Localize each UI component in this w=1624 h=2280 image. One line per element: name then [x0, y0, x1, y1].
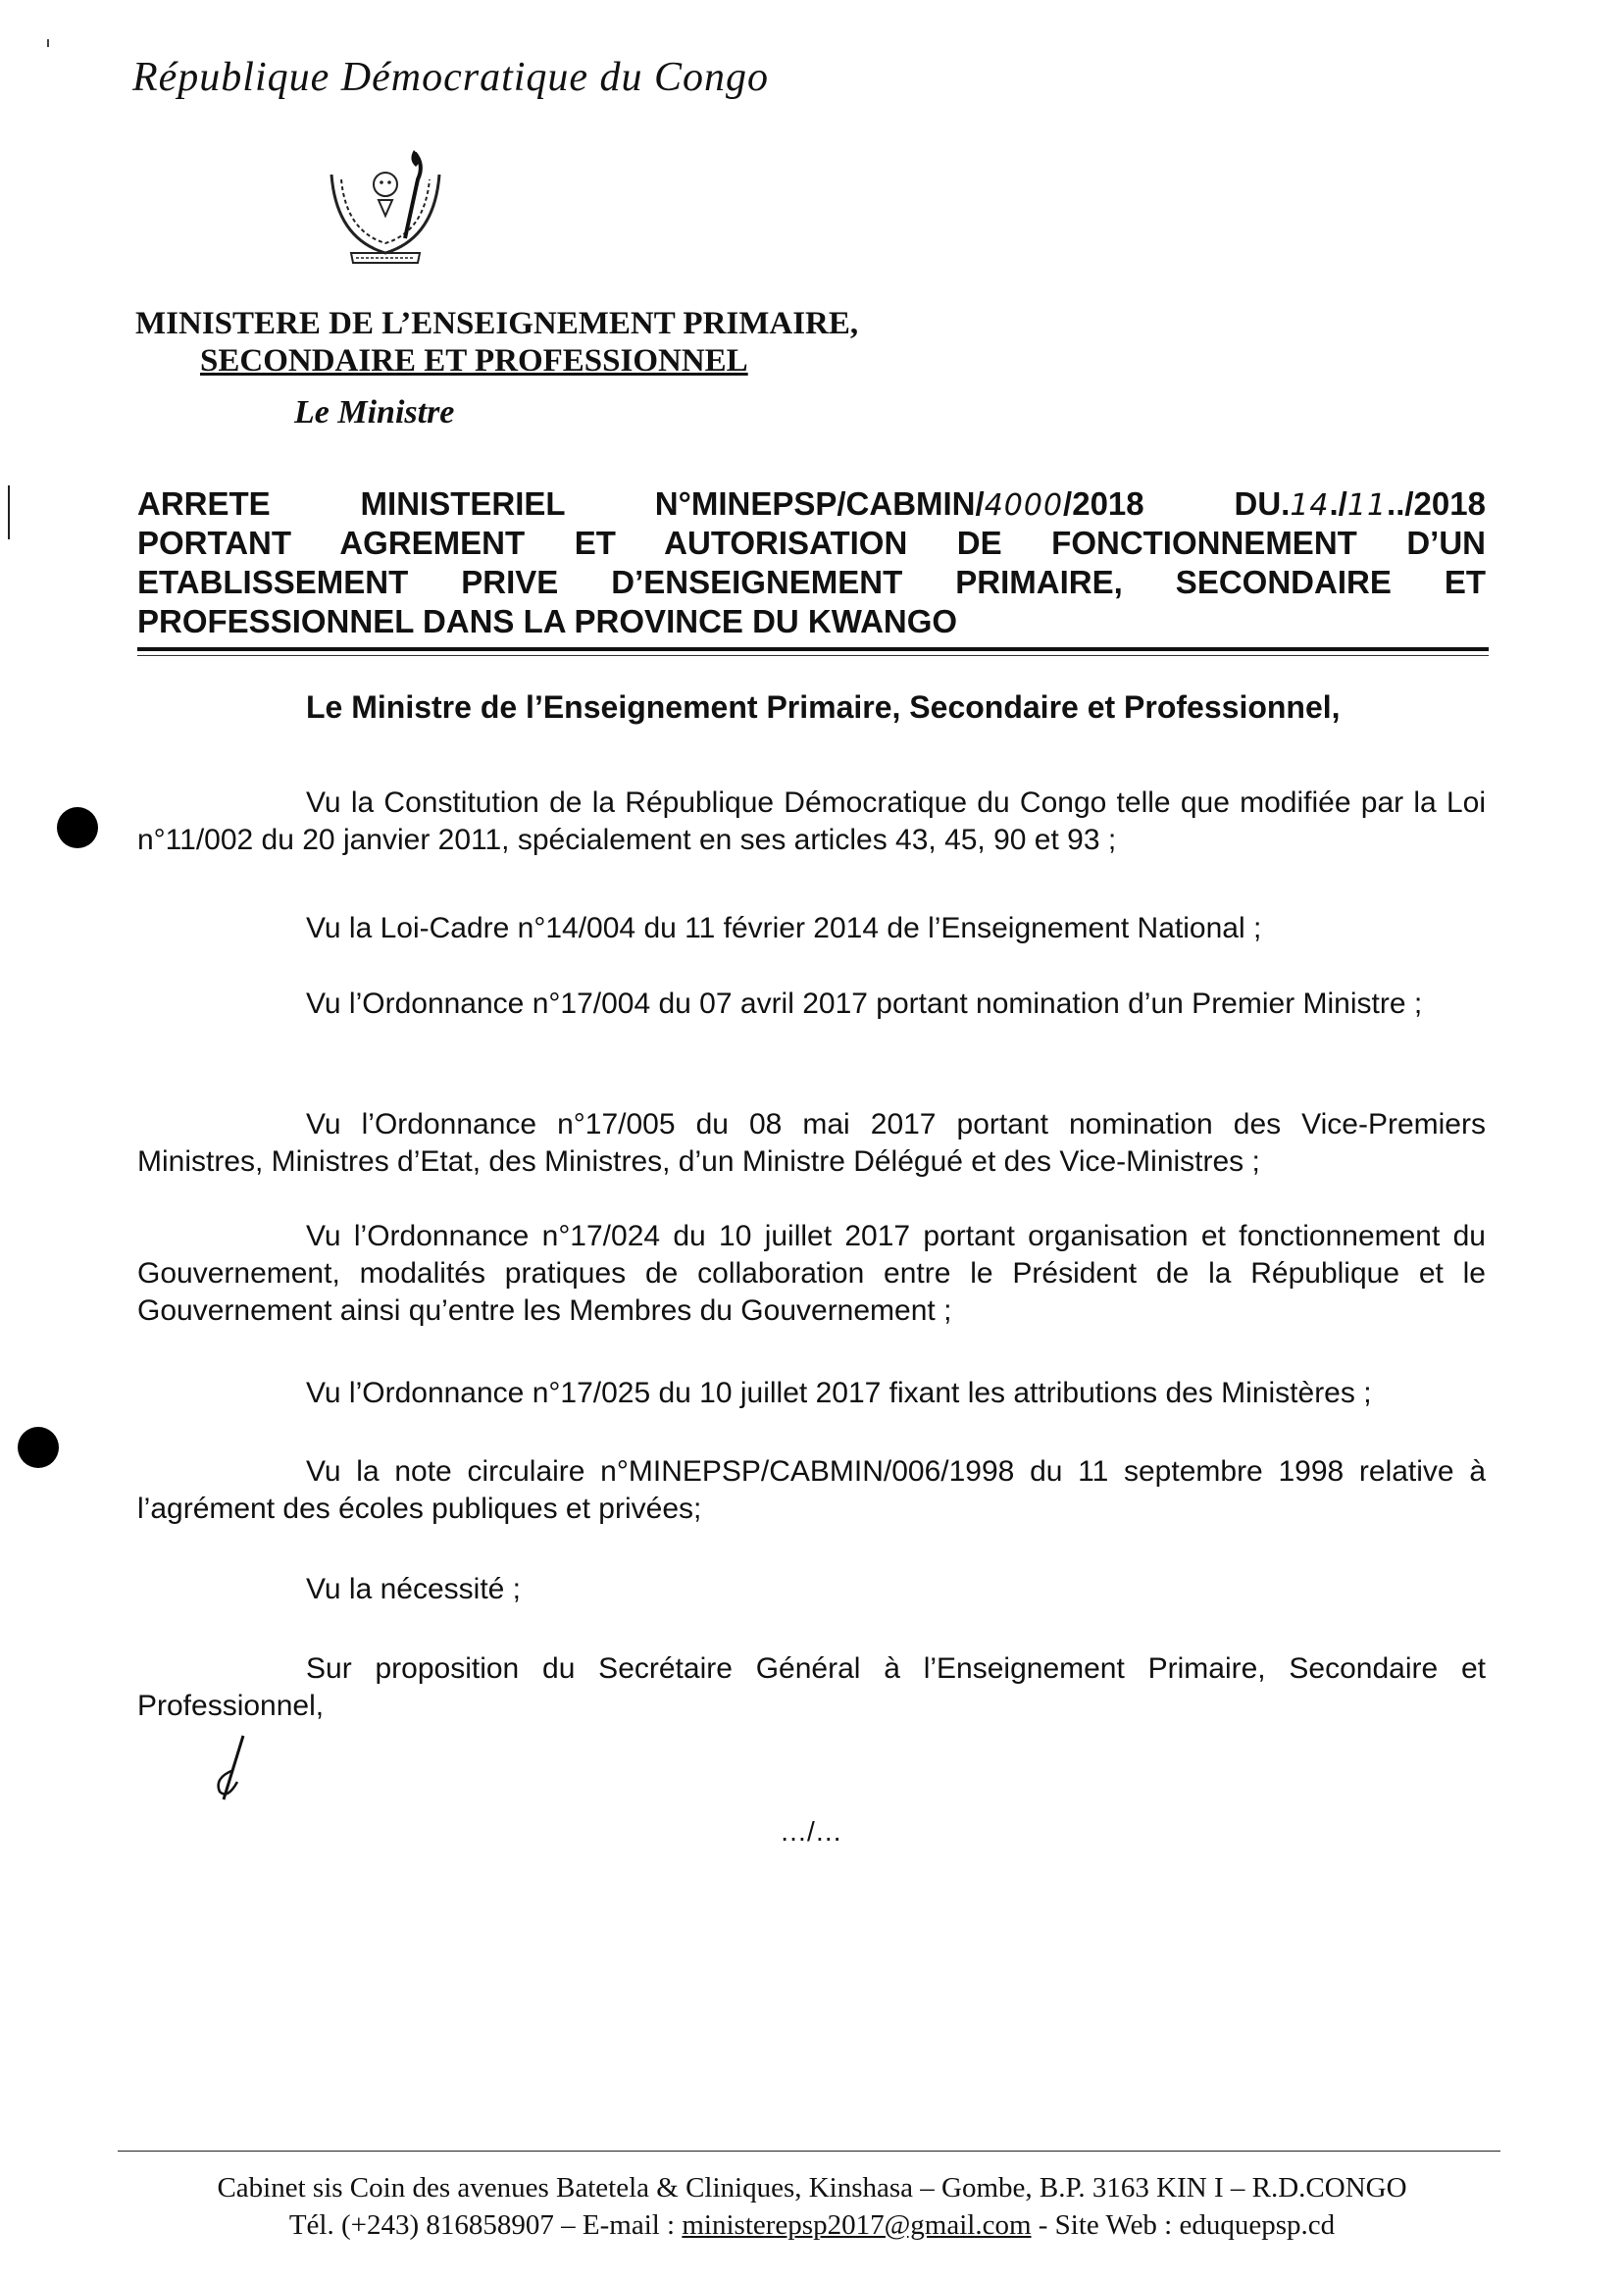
decree-day: 14 — [1290, 488, 1330, 523]
ministry-name-line2 — [200, 343, 748, 380]
coat-of-arms-emblem — [312, 145, 459, 273]
republic-header: République Démocratique du Congo — [132, 55, 770, 100]
footer-contact — [0, 2209, 1624, 2242]
decree-year-end: /2018 — [1404, 485, 1486, 522]
decree-title-line1: ARRETE MINISTERIEL N°MINEPSP/CABMIN/4000/2018 DU.14./11../2018 — [137, 485, 1486, 523]
footer-rule — [118, 2151, 1500, 2152]
decree-year-part: /2018 DU — [1063, 485, 1282, 522]
decree-title-line3: ETABLISSEMENT PRIVE D’ENSEIGNEMENT PRIMAIRE, SECONDAIRE ET — [137, 564, 1486, 600]
preamble: Le Ministre de l’Enseignement Primaire, Secondaire et Professionnel, — [306, 689, 1341, 725]
handwritten-initials — [206, 1731, 265, 1809]
margin-scan-line — [8, 485, 10, 539]
punch-hole-mark — [18, 1427, 59, 1468]
footer-telephone: Tél. (+243) 816858907 – E-mail : — [288, 2209, 683, 2241]
margin-mark — [47, 39, 49, 47]
decree-reference-prefix: ARRETE MINISTERIEL N°MINEPSP/CABMIN/ — [137, 485, 985, 522]
decree-month: 11 — [1346, 488, 1388, 523]
recital-paragraph: Vu la note circulaire n°MINEPSP/CABMIN/006/1998 du 11 septembre 1998 relative à l’agrément des écoles publiques et privées; — [137, 1455, 1486, 1525]
title-rule-thin — [137, 655, 1489, 656]
recital-paragraph: Sur proposition du Secrétaire Général à l’Enseignement Primaire, Secondaire et Professionnel, — [137, 1652, 1486, 1722]
decree-number: 4000 — [984, 488, 1064, 523]
footer-address: Cabinet sis Coin des avenues Batetela & Cliniques, Kinshasa – Gombe, B.P. 3163 KIN I – R.D.CONGO — [217, 2172, 1407, 2204]
recital-paragraph: Vu la Loi-Cadre n°14/004 du 11 février 2014 de l’Enseignement National ; — [306, 912, 1262, 944]
decree-title-line2: PORTANT AGREMENT ET AUTORISATION DE FONCTIONNEMENT D’UN — [137, 525, 1486, 561]
recital-paragraph: Vu la Constitution de la République Démocratique du Congo telle que modifiée par la Loi n°11/002 du 20 janvier 2011, spécialement en ses articles 43, 45, 90 et 93 ; — [137, 786, 1486, 856]
footer-website: - Site Web : eduquepsp.cd — [1031, 2209, 1336, 2241]
recital-paragraph: Vu la nécessité ; — [306, 1573, 522, 1605]
title-rule-thick — [137, 647, 1489, 651]
recital-paragraph: Vu l’Ordonnance n°17/004 du 07 avril 2017 portant nomination d’un Premier Ministre ; — [306, 988, 1423, 1020]
ministry-name-line2-text: SECONDAIRE ET PROFESSIONNEL — [200, 343, 748, 379]
recital-paragraph: Vu l’Ordonnance n°17/005 du 08 mai 2017 portant nomination des Vice-Premiers Ministres, Ministres d’Etat, des Ministres, d’un Ministre Délégué et des Vice-Ministres ; — [137, 1108, 1486, 1178]
ministry-name-line1: MINISTERE DE L’ENSEIGNEMENT PRIMAIRE, — [135, 306, 859, 341]
continuation-mark: …/… — [780, 1816, 842, 1847]
footer-email-link[interactable]: ministerepsp2017@gmail.com — [682, 2209, 1032, 2241]
punch-hole-mark — [57, 807, 98, 848]
decree-title-line4: PROFESSIONNEL DANS LA PROVINCE DU KWANGO — [137, 603, 958, 639]
signatory-title: Le Ministre — [294, 394, 455, 431]
recital-paragraph: Vu l’Ordonnance n°17/024 du 10 juillet 2017 portant organisation et fonctionnement du Gouvernement, modalités pratiques de collaboration entre le Président de la République et le Gouvernement ainsi qu’entre les Membres du Gouvernement ; — [137, 1220, 1486, 1327]
recital-paragraph: Vu l’Ordonnance n°17/025 du 10 juillet 2017 fixant les attributions des Ministères ; — [306, 1377, 1372, 1409]
